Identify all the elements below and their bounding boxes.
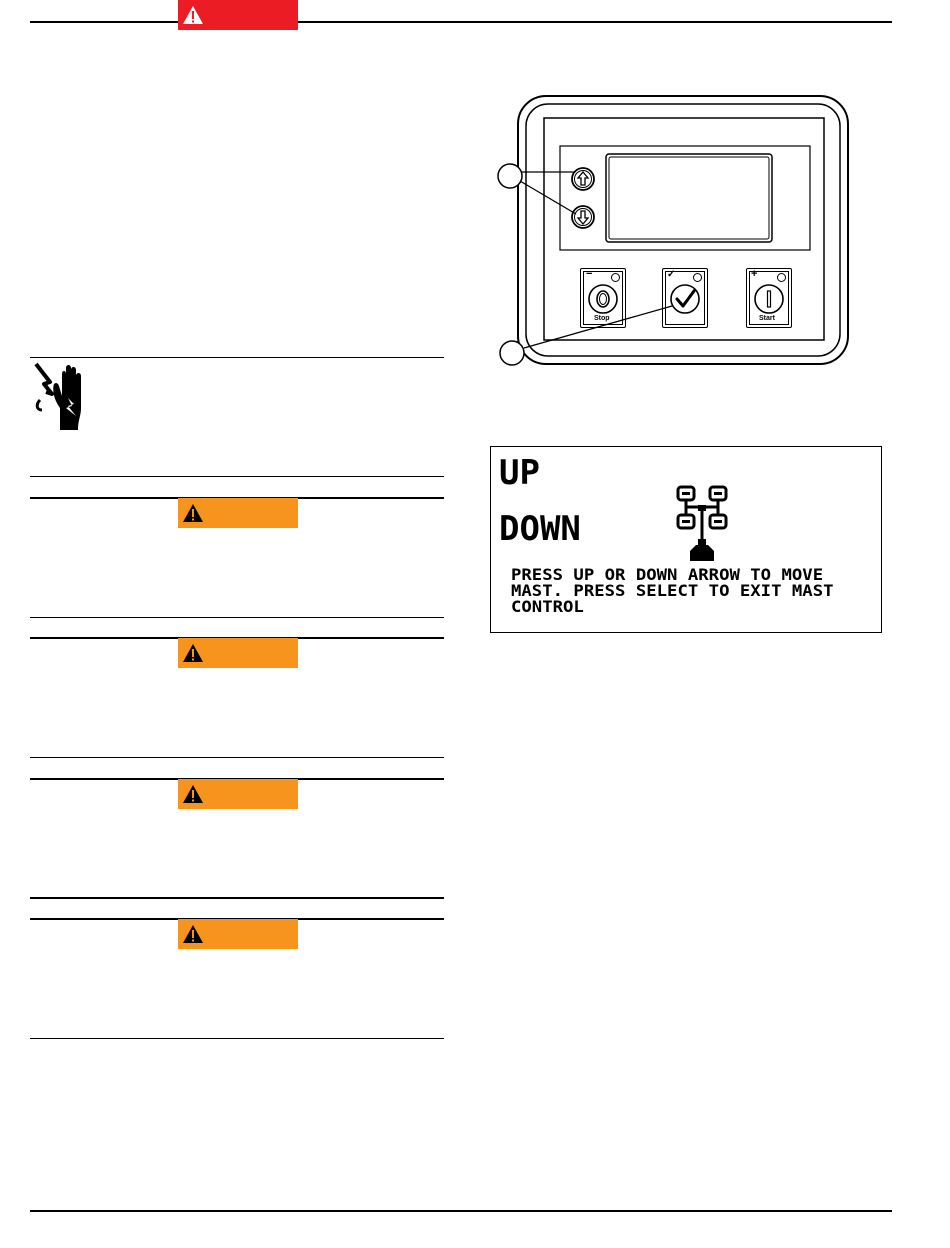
select-sign: ✓ (667, 269, 676, 280)
danger-signal-word (178, 0, 298, 30)
lcd-message: PRESS UP OR DOWN ARROW TO MOVE MAST. PRESS SELECT TO EXIT MAST CONTROL (511, 565, 834, 616)
lcd-display (490, 446, 882, 633)
electric-shock-hand-icon (30, 360, 92, 432)
start-label: Start (759, 315, 775, 322)
warning-triangle-icon (182, 643, 204, 663)
mast-diagram-icon (676, 485, 728, 563)
stop-label: Stop (594, 315, 610, 322)
hazard-bottom-rule (30, 476, 444, 477)
warning-signal-word (178, 779, 298, 809)
page-bottom-rule (30, 1210, 892, 1212)
hazard-bottom-rule (30, 757, 444, 758)
warning-triangle-icon (182, 924, 204, 944)
lcd-down-label: DOWN (499, 509, 581, 549)
hazard-bottom-rule (30, 897, 444, 899)
page-top-rule (30, 21, 892, 23)
hazard-bottom-rule (30, 617, 444, 618)
start-sign: + (751, 268, 758, 280)
callout-lines (488, 90, 860, 380)
control-panel-figure (488, 90, 860, 380)
warning-triangle-icon (182, 784, 204, 804)
warning-signal-word (178, 638, 298, 668)
warning-signal-word (178, 498, 298, 528)
warning-triangle-icon (182, 5, 204, 25)
lcd-up-label: UP (499, 453, 540, 493)
warning-signal-word (178, 919, 298, 949)
hazard-bottom-rule (30, 1038, 444, 1039)
hazard-top-rule (30, 357, 444, 358)
stop-sign: − (586, 268, 593, 280)
warning-triangle-icon (182, 503, 204, 523)
